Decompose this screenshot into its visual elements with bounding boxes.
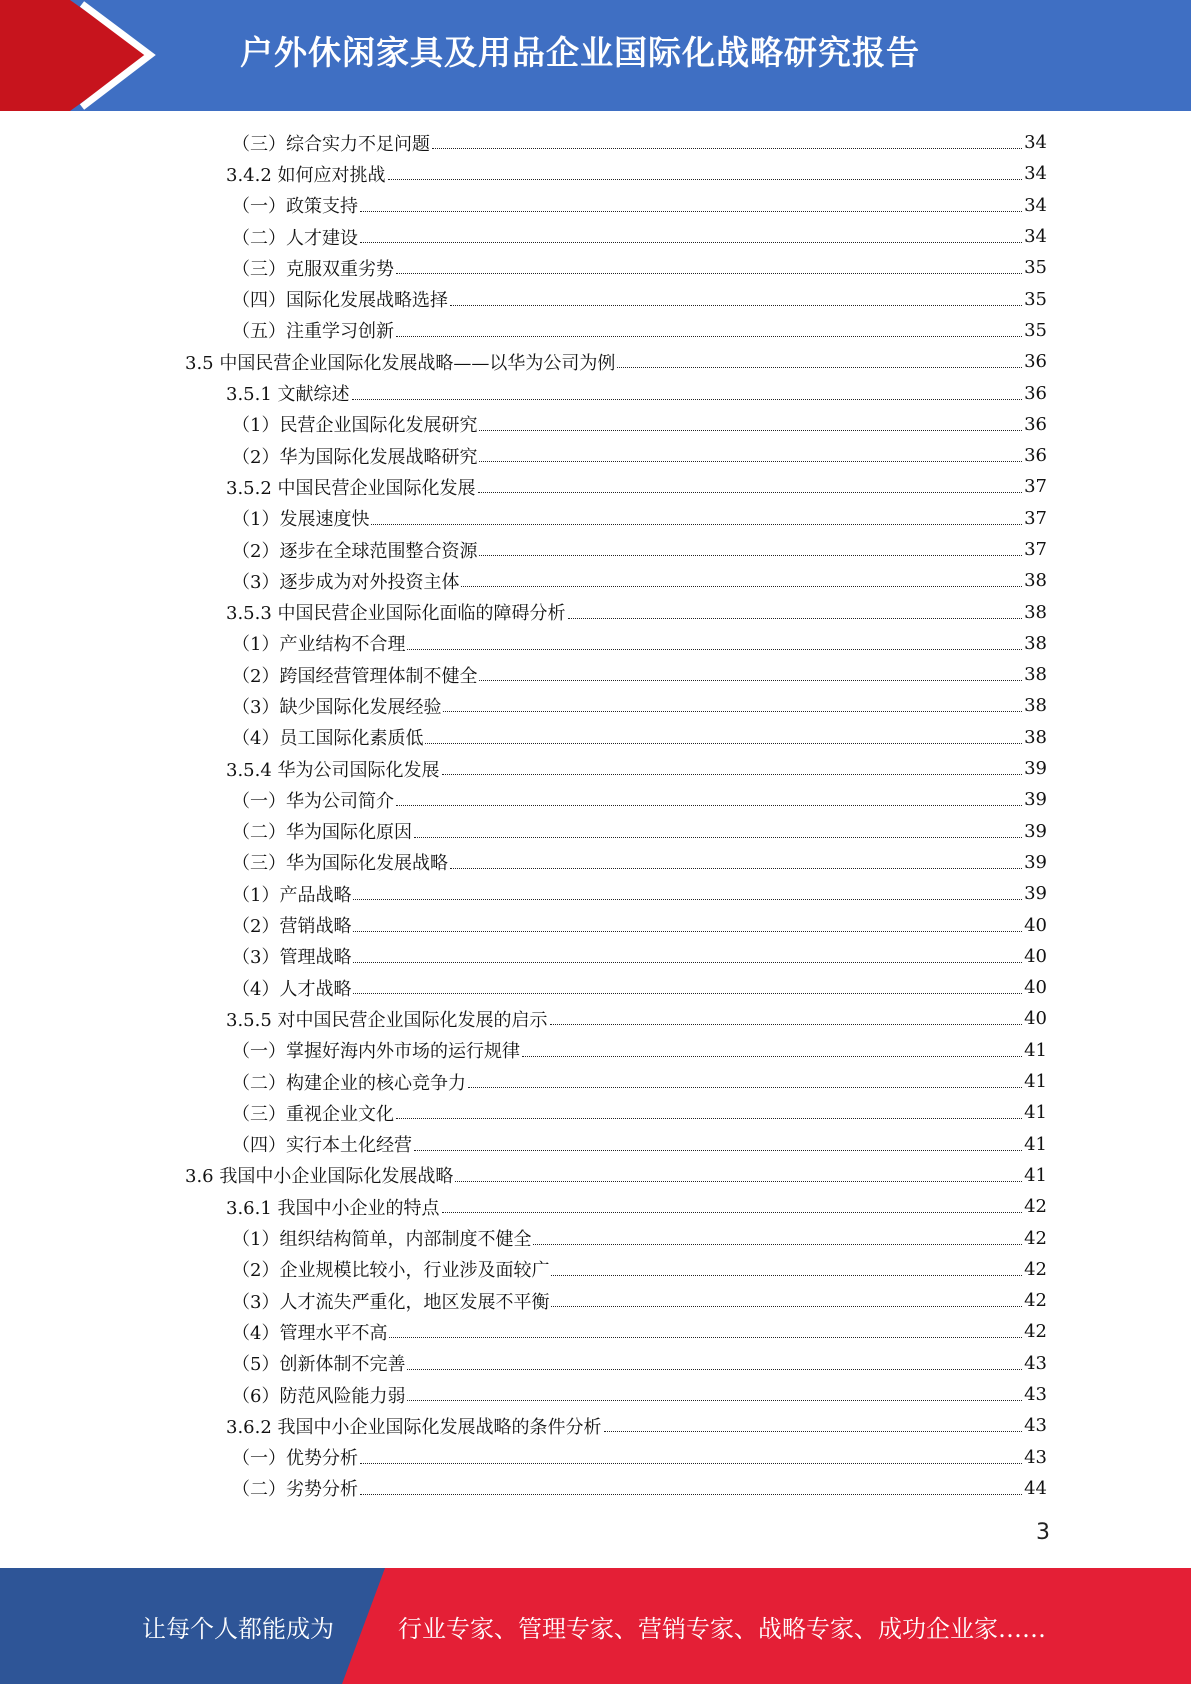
toc-entry-title: （4）人才战略 <box>232 978 352 1000</box>
toc-entry-title: （1）产业结构不合理 <box>232 634 406 656</box>
toc-entry[interactable] <box>0 972 1191 1003</box>
toc-dot-leader <box>407 1369 1022 1370</box>
toc-entry-page: 35 <box>1024 288 1047 310</box>
toc-dot-leader <box>461 586 1022 587</box>
toc-dot-leader <box>353 931 1022 932</box>
toc-entry-title: （1）组织结构简单，内部制度不健全 <box>232 1229 532 1251</box>
toc-entry-page: 34 <box>1024 194 1047 216</box>
toc-entry[interactable] <box>0 690 1191 721</box>
toc-dot-leader <box>414 1150 1022 1151</box>
toc-entry[interactable] <box>0 1222 1191 1253</box>
toc-entry[interactable] <box>0 1191 1191 1222</box>
toc-entry[interactable] <box>0 941 1191 972</box>
toc-dot-leader <box>450 305 1022 306</box>
toc-entry-page: 42 <box>1024 1321 1047 1343</box>
header-banner <box>0 0 1191 111</box>
toc-entry[interactable] <box>0 596 1191 627</box>
toc-entry-page: 39 <box>1024 758 1047 780</box>
toc-entry[interactable] <box>0 816 1191 847</box>
toc-entry-title: （1）发展速度快 <box>232 509 370 531</box>
toc-dot-leader <box>617 367 1022 368</box>
footer-banner <box>0 1568 1191 1684</box>
toc-entry-page: 37 <box>1024 476 1047 498</box>
toc-dot-leader <box>407 649 1022 650</box>
toc-entry[interactable] <box>0 315 1191 346</box>
toc-entry-page: 35 <box>1024 319 1047 341</box>
toc-entry[interactable] <box>0 534 1191 565</box>
toc-dot-leader <box>479 555 1022 556</box>
toc-entry-title: （三）克服双重劣势 <box>232 258 394 280</box>
toc-entry-page: 43 <box>1024 1352 1047 1374</box>
toc-entry[interactable] <box>0 1129 1191 1160</box>
toc-entry-page: 41 <box>1024 1164 1047 1186</box>
toc-entry-title: 3.4.2 如何应对挑战 <box>226 164 386 186</box>
toc-dot-leader <box>533 1244 1022 1245</box>
toc-entry-title: （4）员工国际化素质低 <box>232 728 424 750</box>
toc-entry[interactable] <box>0 1316 1191 1347</box>
toc-entry[interactable] <box>0 471 1191 502</box>
toc-entry[interactable] <box>0 440 1191 471</box>
toc-entry-page: 39 <box>1024 820 1047 842</box>
toc-dot-leader <box>396 805 1022 806</box>
toc-entry-page: 42 <box>1024 1258 1047 1280</box>
toc-entry-title: 3.5 中国民营企业国际化发展战略——以华为公司为例 <box>185 352 616 374</box>
toc-entry-page: 42 <box>1024 1290 1047 1312</box>
toc-dot-leader <box>388 179 1023 180</box>
toc-entry-page: 35 <box>1024 257 1047 279</box>
toc-dot-leader <box>425 743 1022 744</box>
toc-entry[interactable] <box>0 1441 1191 1472</box>
toc-dot-leader <box>550 1024 1023 1025</box>
toc-entry-page: 36 <box>1024 351 1047 373</box>
toc-entry-page: 38 <box>1024 695 1047 717</box>
toc-entry-title: （五）注重学习创新 <box>232 321 394 343</box>
toc-entry-title: 3.6.2 我国中小企业国际化发展战略的条件分析 <box>226 1416 602 1438</box>
toc-entry-page: 38 <box>1024 664 1047 686</box>
toc-dot-leader <box>551 1275 1022 1276</box>
toc-dot-leader <box>468 1087 1022 1088</box>
toc-entry-page: 41 <box>1024 1102 1047 1124</box>
toc-dot-leader <box>450 868 1022 869</box>
toc-entry-page: 40 <box>1024 945 1047 967</box>
toc-entry-page: 37 <box>1024 539 1047 560</box>
toc-entry-page: 37 <box>1024 507 1047 529</box>
toc-dot-leader <box>353 962 1022 963</box>
toc-entry-title: （1）民营企业国际化发展研究 <box>232 415 478 437</box>
toc-entry-title: （三）华为国际化发展战略 <box>232 853 448 875</box>
toc-entry-page: 42 <box>1024 1227 1047 1249</box>
page-number: 3 <box>1036 1520 1050 1545</box>
toc-entry[interactable] <box>0 1035 1191 1066</box>
toc-entry-title: （3）逐步成为对外投资主体 <box>232 571 460 593</box>
toc-entry[interactable] <box>0 878 1191 909</box>
toc-entry-title: （二）构建企业的核心竞争力 <box>232 1072 466 1094</box>
toc-entry[interactable] <box>0 1003 1191 1034</box>
toc-entry[interactable] <box>0 283 1191 314</box>
toc-entry-title: （2）营销战略 <box>232 916 352 938</box>
toc-dot-leader <box>479 430 1022 431</box>
toc-entry-page: 38 <box>1024 570 1047 592</box>
toc-entry-page: 36 <box>1024 413 1047 435</box>
toc-entry-title: （二）华为国际化原因 <box>232 822 412 844</box>
toc-entry-title: （一）优势分析 <box>232 1448 358 1470</box>
toc-entry-page: 36 <box>1024 445 1047 467</box>
toc-dot-leader <box>371 524 1022 525</box>
toc-entry-page: 38 <box>1024 632 1047 654</box>
document-title: 户外休闲家具及用品企业国际化战略研究报告 <box>240 33 920 72</box>
toc-dot-leader <box>396 1118 1022 1119</box>
toc-entry[interactable] <box>0 1097 1191 1128</box>
toc-entry-page: 43 <box>1024 1446 1047 1468</box>
toc-entry[interactable] <box>0 1348 1191 1379</box>
toc-entry-page: 40 <box>1024 977 1047 999</box>
toc-entry-title: （四）国际化发展战略选择 <box>232 290 448 312</box>
toc-dot-leader <box>432 148 1022 149</box>
toc-dot-leader <box>479 461 1022 462</box>
toc-dot-leader <box>442 1212 1023 1213</box>
toc-entry[interactable] <box>0 565 1191 596</box>
toc-entry-title: （3）缺少国际化发展经验 <box>232 696 442 718</box>
toc-dot-leader <box>478 492 1023 493</box>
toc-entry-title: （二）劣势分析 <box>232 1479 358 1501</box>
toc-entry-page: 38 <box>1024 601 1047 623</box>
toc-entry-title: 3.5.5 对中国民营企业国际化发展的启示 <box>226 1009 548 1031</box>
toc-entry[interactable] <box>0 722 1191 753</box>
toc-dot-leader <box>360 1494 1022 1495</box>
toc-dot-leader <box>568 618 1023 619</box>
toc-dot-leader <box>353 899 1022 900</box>
toc-entry-page: 40 <box>1024 1008 1047 1030</box>
toc-entry[interactable] <box>0 847 1191 878</box>
toc-entry-title: （1）产品战略 <box>232 884 352 906</box>
toc-entry-title: （一）政策支持 <box>232 196 358 218</box>
toc-entry-page: 44 <box>1024 1477 1047 1499</box>
toc-entry[interactable] <box>0 346 1191 377</box>
toc-dot-leader <box>360 1463 1022 1464</box>
toc-dot-leader <box>551 1306 1022 1307</box>
toc-entry[interactable] <box>0 1473 1191 1504</box>
toc-entry-page: 41 <box>1024 1133 1047 1155</box>
toc-entry-title: （3）管理战略 <box>232 947 352 969</box>
toc-entry[interactable] <box>0 409 1191 440</box>
toc-entry-page: 34 <box>1024 132 1047 154</box>
toc-dot-leader <box>479 680 1022 681</box>
toc-entry[interactable] <box>0 252 1191 283</box>
toc-entry[interactable] <box>0 784 1191 815</box>
toc-entry[interactable] <box>0 909 1191 940</box>
toc-dot-leader <box>407 1400 1022 1401</box>
toc-entry-title: （2）企业规模比较小，行业涉及面较广 <box>232 1260 550 1282</box>
toc-entry-title: （3）人才流失严重化，地区发展不平衡 <box>232 1291 550 1313</box>
toc-entry[interactable] <box>0 659 1191 690</box>
toc-entry-title: 3.5.3 中国民营企业国际化面临的障碍分析 <box>226 603 566 625</box>
toc-dot-leader <box>396 336 1022 337</box>
toc-entry-page: 39 <box>1024 789 1047 811</box>
toc-dot-leader <box>352 399 1023 400</box>
toc-entry-page: 40 <box>1024 914 1047 936</box>
toc-entry-page: 39 <box>1024 851 1047 873</box>
toc-entry[interactable] <box>0 1160 1191 1191</box>
toc-entry-page: 34 <box>1024 163 1047 185</box>
toc-dot-leader <box>414 837 1022 838</box>
toc-entry[interactable] <box>0 503 1191 534</box>
toc-entry[interactable] <box>0 628 1191 659</box>
toc-entry-title: （一）华为公司简介 <box>232 790 394 812</box>
toc-entry-title: （三）综合实力不足问题 <box>232 133 430 155</box>
toc-entry[interactable] <box>0 1285 1191 1316</box>
toc-entry-title: 3.6 我国中小企业国际化发展战略 <box>185 1166 454 1188</box>
toc-dot-leader <box>389 1337 1022 1338</box>
toc-entry-page: 41 <box>1024 1071 1047 1093</box>
toc-entry-title: （四）实行本土化经营 <box>232 1135 412 1157</box>
toc-dot-leader <box>396 273 1022 274</box>
toc-entry[interactable] <box>0 1379 1191 1410</box>
toc-entry[interactable] <box>0 1254 1191 1285</box>
toc-entry-page: 41 <box>1024 1039 1047 1061</box>
toc-entry[interactable] <box>0 221 1191 252</box>
footer-slogan-right: 行业专家、管理专家、营销专家、战略专家、成功企业家…… <box>398 1615 1046 1643</box>
toc-dot-leader <box>604 1431 1023 1432</box>
toc-entry[interactable] <box>0 158 1191 189</box>
toc-entry-page: 43 <box>1024 1415 1047 1437</box>
toc-dot-leader <box>353 993 1022 994</box>
toc-entry-title: （2）逐步在全球范围整合资源 <box>232 540 478 562</box>
toc-entry-title: （二）人才建设 <box>232 227 358 249</box>
toc-entry-title: （4）管理水平不高 <box>232 1322 388 1344</box>
toc-entry-title: （一）掌握好海内外市场的运行规律 <box>232 1041 520 1063</box>
toc-entry[interactable] <box>0 190 1191 221</box>
toc-dot-leader <box>360 211 1022 212</box>
toc-entry-page: 39 <box>1024 883 1047 905</box>
table-of-contents <box>0 127 1191 1504</box>
toc-entry-page: 43 <box>1024 1384 1047 1406</box>
toc-entry-title: （三）重视企业文化 <box>232 1103 394 1125</box>
toc-entry-title: 3.6.1 我国中小企业的特点 <box>226 1197 440 1219</box>
toc-entry[interactable] <box>0 753 1191 784</box>
toc-entry-title: 3.5.2 中国民营企业国际化发展 <box>226 477 476 499</box>
toc-entry[interactable] <box>0 1410 1191 1441</box>
toc-dot-leader <box>455 1181 1022 1182</box>
toc-dot-leader <box>360 242 1022 243</box>
toc-entry-title: （2）华为国际化发展战略研究 <box>232 446 478 468</box>
toc-entry-title: （2）跨国经营管理体制不健全 <box>232 665 478 687</box>
toc-entry-page: 34 <box>1024 226 1047 248</box>
toc-entry-title: 3.5.4 华为公司国际化发展 <box>226 759 440 781</box>
toc-entry[interactable] <box>0 1066 1191 1097</box>
toc-entry[interactable] <box>0 127 1191 158</box>
toc-dot-leader <box>443 711 1022 712</box>
toc-dot-leader <box>442 774 1023 775</box>
toc-entry-page: 36 <box>1024 382 1047 404</box>
toc-entry[interactable] <box>0 377 1191 408</box>
toc-entry-title: （6）防范风险能力弱 <box>232 1385 406 1407</box>
toc-dot-leader <box>522 1056 1022 1057</box>
toc-entry-page: 42 <box>1024 1196 1047 1218</box>
toc-entry-title: 3.5.1 文献综述 <box>226 384 350 406</box>
toc-entry-page: 38 <box>1024 726 1047 748</box>
toc-entry-title: （5）创新体制不完善 <box>232 1354 406 1376</box>
footer-slogan-left: 让每个人都能成为 <box>142 1615 334 1643</box>
